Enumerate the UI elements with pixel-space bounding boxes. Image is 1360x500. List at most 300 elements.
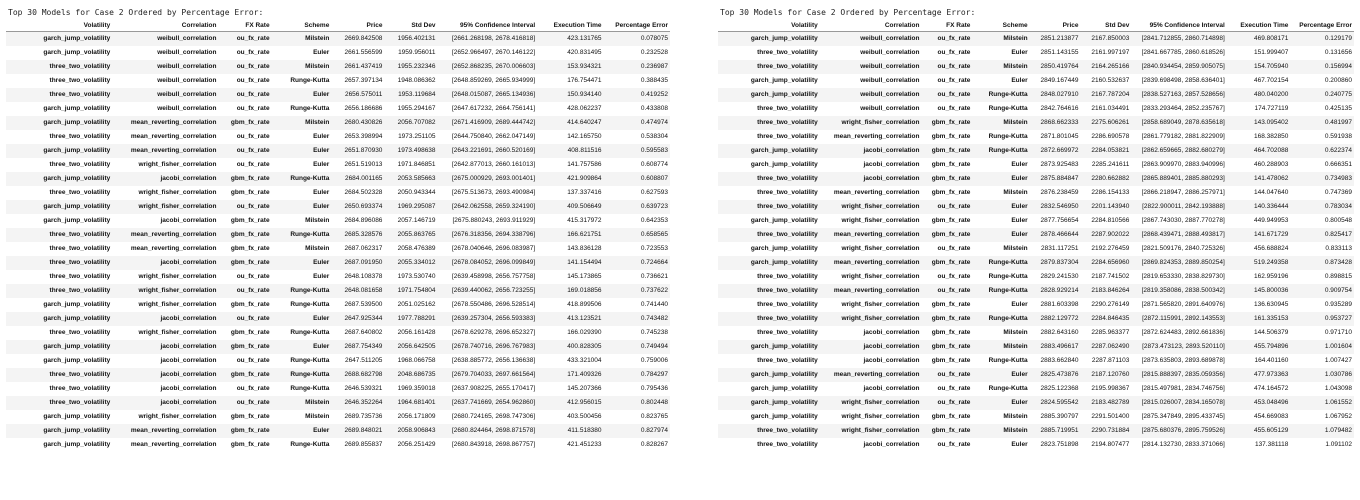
table-row [718,130,1354,144]
cell-price: 2657.397134 [344,77,383,84]
cell-execution-time: 143.095402 [1227,116,1291,130]
cell-confidence-interval: [2648.859269, 2665.934999] [452,77,536,84]
cell-execution-time: 421.909864 [537,172,603,186]
cell-std-dev: 1973.251105 [398,133,436,140]
cell-execution-time: 168.382850 [1254,133,1289,140]
table-row [6,158,670,172]
cell-std-dev: 2056.171809 [397,413,436,420]
cell-std-dev: 2183.482789 [1080,396,1131,410]
column-header-confidence-interval: 95% Confidence Interval [438,20,538,32]
cell-scheme: Euler [1011,217,1028,224]
cell-volatility: three_two_volatility [718,172,820,186]
cell-confidence-interval: [2872.624483, 2892.661836] [1141,329,1225,336]
cell-std-dev: 2056.642505 [384,340,437,354]
cell-percentage-error: 0.627593 [640,189,668,196]
cell-scheme: Runge-Kutta [290,329,330,336]
column-header-percentage-error: Percentage Error [1290,20,1354,32]
table-row [6,410,670,424]
cell-std-dev: 2058.906843 [384,424,437,438]
cell-percentage-error: 0.474974 [604,116,670,130]
cell-price: 2829.241530 [1040,273,1079,280]
cell-scheme: Euler [1011,77,1028,84]
cell-price: 2684.896086 [344,217,383,224]
results-table [6,20,670,452]
cell-execution-time: 423.131765 [537,32,603,47]
cell-volatility: three_two_volatility [718,200,820,214]
column-header-volatility: Volatility [718,20,820,32]
cell-correlation: weibull_correlation [820,32,922,47]
cell-correlation: wright_fisher_correlation [841,217,920,224]
cell-std-dev: 2055.863765 [384,228,437,242]
cell-fx-rate: ou_fx_rate [937,385,971,392]
column-header-correlation: Correlation [820,20,922,32]
cell-volatility: garch_jump_volatility [750,413,818,420]
table-row [718,200,1354,214]
table-row [6,298,670,312]
cell-fx-rate: gbm_fx_rate [931,301,971,308]
column-header-correlation: Correlation [112,20,218,32]
cell-correlation: wright_fisher_correlation [820,312,922,326]
column-header-volatility: Volatility [6,20,112,32]
cell-confidence-interval: [2637.908225, 2655.170417] [452,385,536,392]
cell-correlation: wright_fisher_correlation [138,413,217,420]
cell-fx-rate: ou_fx_rate [922,32,973,47]
table-row [6,270,670,284]
cell-price: 2669.842508 [331,32,384,47]
column-header-std-dev: Std Dev [384,20,437,32]
cell-execution-time: 456.688824 [1254,245,1289,252]
cell-confidence-interval: [2678.740716, 2696.767983] [438,340,538,354]
cell-price: 2685.328576 [331,228,384,242]
cell-fx-rate: gbm_fx_rate [931,329,971,336]
cell-correlation: jacobi_correlation [112,172,218,186]
cell-volatility: three_two_volatility [718,116,820,130]
cell-volatility: three_two_volatility [6,228,112,242]
cell-correlation: wright_fisher_correlation [841,245,920,252]
cell-confidence-interval: [2643.221691, 2660.520169] [438,144,538,158]
table-row [718,186,1354,200]
cell-volatility: three_two_volatility [6,88,112,102]
cell-fx-rate: ou_fx_rate [922,368,973,382]
cell-std-dev: 1969.359018 [397,385,436,392]
cell-percentage-error: 0.156994 [1290,60,1354,74]
cell-price: 2882.129772 [1030,312,1081,326]
cell-fx-rate: ou_fx_rate [236,49,270,56]
cell-percentage-error: 0.971710 [1324,329,1352,336]
cell-volatility: three_two_volatility [757,189,818,196]
cell-correlation: mean_reverting_correlation [820,284,922,298]
table-body [6,32,670,453]
cell-fx-rate: gbm_fx_rate [931,133,971,140]
table-row [6,256,670,270]
cell-price: 2842.764616 [1040,105,1079,112]
cell-fx-rate: gbm_fx_rate [230,329,270,336]
cell-scheme: Runge-Kutta [290,357,330,364]
cell-execution-time: 150.934140 [537,88,603,102]
column-header-std-dev: Std Dev [1080,20,1131,32]
cell-execution-time: 145.173865 [567,273,602,280]
cell-confidence-interval: [2680.724165, 2698.747306] [452,413,536,420]
cell-std-dev: 2161.034491 [1091,105,1130,112]
cell-execution-time: 166.029390 [567,329,602,336]
cell-confidence-interval: [2841.712855, 2860.714898] [1131,32,1226,47]
cell-scheme: Runge-Kutta [988,273,1028,280]
cell-price: 2647.925344 [331,312,384,326]
cell-execution-time: 174.727119 [1254,105,1289,112]
cell-scheme: Milstein [972,340,1029,354]
cell-std-dev: 2160.532637 [1091,77,1130,84]
table-row [6,284,670,298]
table-row [718,368,1354,382]
table-row [718,298,1354,312]
cell-std-dev: 2164.265166 [1080,60,1131,74]
cell-execution-time: 480.040200 [1227,88,1291,102]
cell-price: 2871.801045 [1040,133,1079,140]
cell-std-dev: 2050.943344 [397,189,436,196]
cell-price: 2648.081658 [331,284,384,298]
cell-execution-time: 408.811516 [537,144,603,158]
cell-correlation: weibull_correlation [820,88,922,102]
cell-price: 2646.539321 [344,385,383,392]
cell-execution-time: 474.164572 [1254,385,1289,392]
cell-std-dev: 2284.053821 [1080,144,1131,158]
cell-volatility: three_two_volatility [6,396,112,410]
cell-execution-time: 141.671729 [1227,228,1291,242]
cell-correlation: wright_fisher_correlation [138,189,217,196]
cell-volatility: garch_jump_volatility [718,144,820,158]
cell-percentage-error: 0.608807 [604,172,670,186]
cell-scheme: Runge-Kutta [988,385,1028,392]
cell-execution-time: 428.062237 [567,105,602,112]
table-row [718,256,1354,270]
cell-percentage-error: 0.538304 [640,133,668,140]
cell-std-dev: 2275.606261 [1080,116,1131,130]
cell-fx-rate: gbm_fx_rate [218,424,271,438]
cell-fx-rate: gbm_fx_rate [931,161,971,168]
cell-volatility: garch_jump_volatility [43,105,111,112]
cell-scheme: Milstein [972,60,1029,74]
cell-confidence-interval: [2678.084052, 2696.099849] [438,256,538,270]
cell-volatility: three_two_volatility [757,301,818,308]
cell-fx-rate: ou_fx_rate [922,200,973,214]
cell-correlation: jacobi_correlation [863,329,920,336]
cell-std-dev: 1955.232346 [384,60,437,74]
cell-scheme: Milstein [1003,413,1028,420]
cell-confidence-interval: [2676.318356, 2694.338796] [438,228,538,242]
cell-confidence-interval: [2873.473123, 2893.520110] [1131,340,1226,354]
cell-correlation: jacobi_correlation [820,340,922,354]
table-row [6,102,670,116]
cell-price: 2825.473876 [1030,368,1081,382]
cell-scheme: Euler [313,161,330,168]
cell-std-dev: 2058.476389 [397,245,436,252]
cell-scheme: Milstein [305,413,330,420]
cell-correlation: jacobi_correlation [160,357,217,364]
cell-fx-rate: gbm_fx_rate [922,172,973,186]
cell-scheme: Milstein [305,245,330,252]
cell-correlation: wright_fisher_correlation [820,424,922,438]
cell-std-dev: 1977.788291 [384,312,437,326]
table-row [718,382,1354,396]
cell-price: 2885.719951 [1030,424,1081,438]
table-row [6,116,670,130]
cell-fx-rate: gbm_fx_rate [230,189,270,196]
cell-confidence-interval: [2638.885772, 2656.136638] [452,357,536,364]
cell-scheme: Runge-Kutta [272,228,332,242]
cell-percentage-error: 0.825417 [1290,228,1354,242]
cell-percentage-error: 0.736621 [640,273,668,280]
table-row [6,214,670,228]
cell-price: 2656.186686 [344,105,383,112]
cell-fx-rate: gbm_fx_rate [230,301,270,308]
cell-volatility: three_two_volatility [757,329,818,336]
cell-correlation: jacobi_correlation [160,217,217,224]
cell-execution-time: 415.317972 [567,217,602,224]
cell-correlation: weibull_correlation [112,32,218,47]
cell-confidence-interval: [2868.439471, 2888.493817] [1131,228,1226,242]
cell-execution-time: 454.669083 [1254,413,1289,420]
cell-percentage-error: 0.724664 [604,256,670,270]
cell-std-dev: 2053.585663 [384,172,437,186]
table-row [6,424,670,438]
cell-execution-time: 453.048496 [1227,396,1291,410]
cell-volatility: three_two_volatility [49,385,111,392]
cell-fx-rate: gbm_fx_rate [922,256,973,270]
cell-fx-rate: gbm_fx_rate [218,340,271,354]
cell-execution-time: 421.451233 [567,441,602,448]
cell-confidence-interval: [2872.115991, 2892.143553] [1131,312,1226,326]
column-header-confidence-interval: 95% Confidence Interval [1131,20,1226,32]
cell-volatility: three_two_volatility [49,133,111,140]
cell-execution-time: 153.934321 [537,60,603,74]
cell-std-dev: 2286.154133 [1091,189,1130,196]
table-row [718,424,1354,438]
table-row [718,228,1354,242]
cell-std-dev: 2194.807477 [1091,441,1130,448]
cell-std-dev: 2167.850003 [1080,32,1131,47]
cell-price: 2661.556599 [344,49,383,56]
cell-fx-rate: ou_fx_rate [922,60,973,74]
cell-fx-rate: ou_fx_rate [218,396,271,410]
cell-confidence-interval: [2814.132730, 2833.371066] [1141,441,1225,448]
table-row [718,340,1354,354]
cell-correlation: weibull_correlation [157,105,217,112]
cell-confidence-interval: [2639.458998, 2656.757758] [452,273,536,280]
cell-percentage-error: 0.433808 [640,105,668,112]
cell-price: 2684.502328 [344,189,383,196]
cell-percentage-error: 0.745238 [640,329,668,336]
cell-confidence-interval: [2858.689049, 2878.635618] [1131,116,1226,130]
cell-std-dev: 2285.241611 [1091,161,1130,168]
cell-confidence-interval: [2642.877013, 2660.161013] [452,161,536,168]
cell-fx-rate: gbm_fx_rate [922,312,973,326]
cell-percentage-error: 0.747369 [1324,189,1352,196]
cell-price: 2648.108378 [344,273,383,280]
cell-confidence-interval: [2861.779182, 2881.822909] [1141,133,1225,140]
cell-execution-time: 176.754471 [567,77,602,84]
cell-std-dev: 1959.956011 [398,49,436,56]
cell-percentage-error: 1.007427 [1324,357,1352,364]
cell-confidence-interval: [2675.880243, 2693.911929] [452,217,536,224]
cell-correlation: mean_reverting_correlation [112,144,218,158]
cell-volatility: garch_jump_volatility [718,368,820,382]
cell-percentage-error: 0.827974 [604,424,670,438]
cell-execution-time: 413.123521 [537,312,603,326]
cell-execution-time: 140.336444 [1227,200,1291,214]
cell-std-dev: 2048.686735 [384,368,437,382]
cell-percentage-error: 0.591938 [1324,133,1352,140]
cell-confidence-interval: [2839.698498, 2858.636401] [1141,77,1225,84]
cell-correlation: mean_reverting_correlation [112,116,218,130]
table-row [718,32,1354,47]
table-row [718,354,1354,368]
cell-correlation: wright_fisher_correlation [138,161,217,168]
cell-volatility: three_two_volatility [6,60,112,74]
cell-volatility: three_two_volatility [6,368,112,382]
cell-std-dev: 2056.161428 [397,329,436,336]
table-row [6,144,670,158]
cell-scheme: Runge-Kutta [972,256,1029,270]
table-row [6,368,670,382]
cell-fx-rate: ou_fx_rate [218,32,271,47]
cell-scheme: Euler [972,172,1029,186]
cell-std-dev: 2290.276149 [1091,301,1130,308]
cell-fx-rate: ou_fx_rate [218,60,271,74]
cell-percentage-error: 0.388435 [640,77,668,84]
cell-correlation: jacobi_correlation [112,312,218,326]
table-row [6,74,670,88]
cell-execution-time: 449.949953 [1254,217,1289,224]
cell-std-dev: 2051.025162 [397,301,436,308]
cell-confidence-interval: [2642.062558, 2659.324190] [438,200,538,214]
cell-confidence-interval: [2652.868235, 2670.006603] [438,60,538,74]
cell-correlation: mean_reverting_correlation [112,424,218,438]
table-row [6,438,670,452]
cell-correlation: weibull_correlation [112,88,218,102]
cell-std-dev: 2056.707082 [384,116,437,130]
cell-correlation: weibull_correlation [860,105,920,112]
table-row [6,340,670,354]
cell-fx-rate: ou_fx_rate [937,49,971,56]
cell-fx-rate: ou_fx_rate [236,161,270,168]
cell-confidence-interval: [2833.293464, 2852.235767] [1141,105,1225,112]
cell-confidence-interval: [2862.659665, 2882.680279] [1131,144,1226,158]
cell-correlation: wright_fisher_correlation [841,273,920,280]
table-row [718,270,1354,284]
cell-scheme: Runge-Kutta [290,301,330,308]
cell-std-dev: 2286.690578 [1091,133,1130,140]
table-row [718,102,1354,116]
cell-execution-time: 137.381118 [1254,441,1289,448]
cell-std-dev: 2055.334012 [384,256,437,270]
cell-std-dev: 2167.787204 [1080,88,1131,102]
cell-price: 2651.870930 [331,144,384,158]
cell-percentage-error: 0.622374 [1290,144,1354,158]
cell-std-dev: 2056.251429 [397,441,436,448]
cell-execution-time: 464.702088 [1227,144,1291,158]
cell-correlation: jacobi_correlation [863,357,920,364]
cell-volatility: three_two_volatility [757,133,818,140]
cell-scheme: Euler [1011,441,1028,448]
column-header-execution-time: Execution Time [537,20,603,32]
cell-volatility: garch_jump_volatility [718,256,820,270]
cell-fx-rate: ou_fx_rate [937,77,971,84]
cell-std-dev: 1969.295087 [384,200,437,214]
cell-price: 2647.511205 [344,357,383,364]
cell-std-dev: 2187.120760 [1080,368,1131,382]
cell-std-dev: 1955.294167 [397,105,436,112]
cell-price: 2872.669972 [1030,144,1081,158]
cell-volatility: garch_jump_volatility [750,161,818,168]
cell-price: 2661.437419 [331,60,384,74]
cell-volatility: garch_jump_volatility [6,116,112,130]
table-title: Top 30 Models for Case 2 Ordered by Percentage Error: [720,8,976,17]
cell-execution-time: 164.401160 [1254,357,1289,364]
cell-execution-time: 145.800036 [1227,284,1291,298]
cell-percentage-error: 0.232528 [640,49,668,56]
cell-correlation: weibull_correlation [820,60,922,74]
cell-execution-time: 143.836128 [567,245,602,252]
cell-std-dev: 1973.530740 [397,273,436,280]
cell-price: 2825.122368 [1040,385,1079,392]
cell-volatility: garch_jump_volatility [6,312,112,326]
cell-execution-time: 467.702154 [1254,77,1289,84]
cell-scheme: Milstein [1003,329,1028,336]
cell-confidence-interval: [2873.635803, 2893.689878] [1141,357,1225,364]
cell-execution-time: 414.640247 [537,116,603,130]
cell-price: 2684.001165 [331,172,384,186]
cell-price: 2875.884847 [1030,172,1081,186]
cell-percentage-error: 0.935289 [1324,301,1352,308]
cell-execution-time: 477.973363 [1227,368,1291,382]
cell-volatility: garch_jump_volatility [43,217,111,224]
cell-scheme: Euler [272,200,332,214]
cell-std-dev: 2192.276459 [1091,245,1130,252]
cell-execution-time: 420.831495 [567,49,602,56]
cell-scheme: Euler [313,273,330,280]
cell-price: 2646.352264 [331,396,384,410]
cell-percentage-error: 0.639723 [604,200,670,214]
cell-percentage-error: 0.802448 [604,396,670,410]
cell-std-dev: 1964.681401 [384,396,437,410]
results-table [718,20,1354,452]
cell-confidence-interval: [2661.268198, 2678.416818] [438,32,538,47]
cell-fx-rate: ou_fx_rate [218,144,271,158]
column-header-price: Price [331,20,384,32]
cell-price: 2883.662840 [1040,357,1079,364]
table-row [718,144,1354,158]
cell-scheme: Runge-Kutta [272,172,332,186]
table-row [718,172,1354,186]
cell-correlation: jacobi_correlation [863,161,920,168]
results-panel-left [6,8,670,452]
table-row [6,60,670,74]
cell-price: 2849.167449 [1040,77,1079,84]
cell-correlation: mean_reverting_correlation [820,228,922,242]
column-header-execution-time: Execution Time [1227,20,1291,32]
cell-execution-time: 519.249358 [1227,256,1291,270]
cell-fx-rate: ou_fx_rate [937,441,971,448]
cell-confidence-interval: [2648.015087, 2665.134936] [438,88,538,102]
cell-execution-time: 169.018856 [537,284,603,298]
cell-fx-rate: gbm_fx_rate [218,172,271,186]
cell-confidence-interval: [2815.497981, 2834.746756] [1141,385,1225,392]
cell-correlation: weibull_correlation [112,60,218,74]
cell-fx-rate: gbm_fx_rate [922,228,973,242]
cell-fx-rate: gbm_fx_rate [922,424,973,438]
cell-confidence-interval: [2841.667785, 2860.618526] [1141,49,1225,56]
cell-scheme: Runge-Kutta [972,88,1029,102]
